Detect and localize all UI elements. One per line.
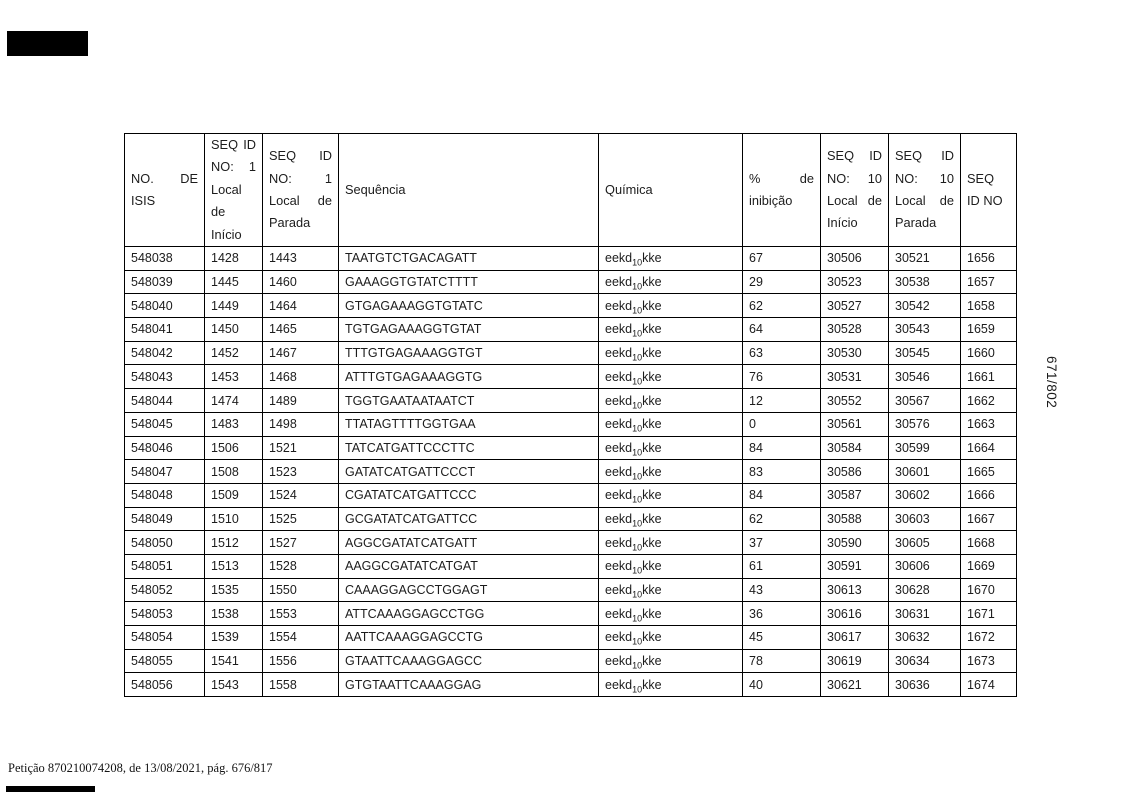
cell-stop10: 30636: [889, 673, 961, 697]
column-header-sequence: Sequência: [339, 134, 599, 247]
cell-stop10: 30538: [889, 270, 961, 294]
cell-start10: 30617: [821, 626, 889, 650]
cell-isis: 548051: [125, 554, 205, 578]
cell-seqid: 1658: [961, 294, 1017, 318]
cell-seqid: 1666: [961, 483, 1017, 507]
cell-sequence: AATTCAAAGGAGCCTG: [339, 626, 599, 650]
table-row: [125, 318, 1017, 342]
cell-chemistry: eekd$_{10}$kke: [599, 483, 743, 507]
footer-petition-text: Petição 870210074208, de 13/08/2021, pág. 676/817: [8, 761, 273, 775]
cell-stop1: 1467: [263, 341, 339, 365]
cell-sequence: CAAAGGAGCCTGGAGT: [339, 578, 599, 602]
cell-chemistry: eekd$_{10}$kke: [599, 507, 743, 531]
cell-stop10: 30631: [889, 602, 961, 626]
cell-sequence: GAAAGGTGTATCTTTT: [339, 270, 599, 294]
cell-inhibition: 43: [743, 578, 821, 602]
cell-start10: 30530: [821, 341, 889, 365]
cell-seqid: 1665: [961, 460, 1017, 484]
cell-start1: 1449: [205, 294, 263, 318]
cell-seqid: 1662: [961, 389, 1017, 413]
cell-start1: 1539: [205, 626, 263, 650]
column-header-isis: NO. DE ISIS: [125, 134, 205, 247]
table-row: [125, 507, 1017, 531]
cell-chemistry: eekd$_{10}$kke: [599, 270, 743, 294]
cell-sequence: AGGCGATATCATGATT: [339, 531, 599, 555]
cell-start1: 1506: [205, 436, 263, 460]
cell-stop10: 30545: [889, 341, 961, 365]
column-header-stop10: SEQ ID NO: 10 Local de Parada: [889, 134, 961, 247]
cell-inhibition: 36: [743, 602, 821, 626]
cell-start1: 1508: [205, 460, 263, 484]
cell-stop10: 30606: [889, 554, 961, 578]
table-row: [125, 412, 1017, 436]
cell-stop10: 30567: [889, 389, 961, 413]
cell-isis: 548045: [125, 412, 205, 436]
cell-stop10: 30601: [889, 460, 961, 484]
cell-seqid: 1664: [961, 436, 1017, 460]
cell-stop10: 30542: [889, 294, 961, 318]
cell-isis: 548047: [125, 460, 205, 484]
column-header-start1: SEQ ID NO: 1 Local de Início: [205, 134, 263, 247]
table-row: [125, 294, 1017, 318]
cell-chemistry: eekd$_{10}$kke: [599, 649, 743, 673]
cell-stop10: 30603: [889, 507, 961, 531]
cell-stop1: 1498: [263, 412, 339, 436]
cell-start10: 30552: [821, 389, 889, 413]
cell-sequence: TTATAGTTTTGGTGAA: [339, 412, 599, 436]
cell-start1: 1513: [205, 554, 263, 578]
cell-start10: 30616: [821, 602, 889, 626]
cell-start1: 1428: [205, 247, 263, 271]
cell-start10: 30527: [821, 294, 889, 318]
cell-stop1: 1525: [263, 507, 339, 531]
table-row: [125, 341, 1017, 365]
cell-isis: 548039: [125, 270, 205, 294]
cell-inhibition: 62: [743, 507, 821, 531]
column-header-seqid: SEQ ID NO: [961, 134, 1017, 247]
cell-isis: 548049: [125, 507, 205, 531]
cell-inhibition: 29: [743, 270, 821, 294]
cell-start10: 30590: [821, 531, 889, 555]
cell-chemistry: eekd$_{10}$kke: [599, 318, 743, 342]
cell-seqid: 1671: [961, 602, 1017, 626]
column-header-stop1: SEQ ID NO: 1 Local de Parada: [263, 134, 339, 247]
cell-chemistry: eekd$_{10}$kke: [599, 341, 743, 365]
cell-chemistry: eekd$_{10}$kke: [599, 389, 743, 413]
cell-start1: 1543: [205, 673, 263, 697]
cell-sequence: CGATATCATGATTCCC: [339, 483, 599, 507]
cell-stop1: 1521: [263, 436, 339, 460]
cell-start1: 1538: [205, 602, 263, 626]
cell-start10: 30523: [821, 270, 889, 294]
scanner-mark-bottom: [6, 786, 95, 792]
cell-stop1: 1524: [263, 483, 339, 507]
cell-chemistry: eekd$_{10}$kke: [599, 436, 743, 460]
header-row: [125, 134, 1017, 247]
cell-seqid: 1657: [961, 270, 1017, 294]
cell-stop1: 1527: [263, 531, 339, 555]
cell-stop1: 1468: [263, 365, 339, 389]
table-row: [125, 483, 1017, 507]
cell-stop1: 1443: [263, 247, 339, 271]
cell-start1: 1510: [205, 507, 263, 531]
cell-start10: 30506: [821, 247, 889, 271]
cell-chemistry: eekd$_{10}$kke: [599, 365, 743, 389]
cell-start10: 30586: [821, 460, 889, 484]
cell-stop10: 30599: [889, 436, 961, 460]
cell-start10: 30528: [821, 318, 889, 342]
cell-stop1: 1460: [263, 270, 339, 294]
cell-inhibition: 67: [743, 247, 821, 271]
cell-start10: 30584: [821, 436, 889, 460]
cell-stop10: 30543: [889, 318, 961, 342]
cell-start10: 30587: [821, 483, 889, 507]
cell-start10: 30591: [821, 554, 889, 578]
cell-sequence: GTAATTCAAAGGAGCC: [339, 649, 599, 673]
cell-sequence: TGGTGAATAATAATCT: [339, 389, 599, 413]
table-row: [125, 365, 1017, 389]
cell-inhibition: 76: [743, 365, 821, 389]
cell-seqid: 1672: [961, 626, 1017, 650]
cell-stop1: 1489: [263, 389, 339, 413]
cell-inhibition: 37: [743, 531, 821, 555]
cell-inhibition: 61: [743, 554, 821, 578]
cell-inhibition: 63: [743, 341, 821, 365]
cell-sequence: TAATGTCTGACAGATT: [339, 247, 599, 271]
cell-chemistry: eekd$_{10}$kke: [599, 294, 743, 318]
cell-inhibition: 83: [743, 460, 821, 484]
cell-chemistry: eekd$_{10}$kke: [599, 554, 743, 578]
cell-isis: 548054: [125, 626, 205, 650]
cell-chemistry: eekd$_{10}$kke: [599, 247, 743, 271]
cell-isis: 548046: [125, 436, 205, 460]
cell-inhibition: 12: [743, 389, 821, 413]
column-header-start10: SEQ ID NO: 10 Local de Início: [821, 134, 889, 247]
cell-seqid: 1661: [961, 365, 1017, 389]
cell-stop1: 1550: [263, 578, 339, 602]
cell-start1: 1509: [205, 483, 263, 507]
cell-sequence: AAGGCGATATCATGAT: [339, 554, 599, 578]
cell-stop1: 1465: [263, 318, 339, 342]
cell-stop10: 30634: [889, 649, 961, 673]
cell-seqid: 1668: [961, 531, 1017, 555]
cell-stop10: 30605: [889, 531, 961, 555]
cell-sequence: GTGAGAAAGGTGTATC: [339, 294, 599, 318]
cell-inhibition: 62: [743, 294, 821, 318]
table-row: [125, 673, 1017, 697]
cell-stop1: 1464: [263, 294, 339, 318]
cell-sequence: GATATCATGATTCCCT: [339, 460, 599, 484]
table-row: [125, 460, 1017, 484]
column-header-inhibition: % de inibição: [743, 134, 821, 247]
cell-inhibition: 84: [743, 483, 821, 507]
cell-chemistry: eekd$_{10}$kke: [599, 673, 743, 697]
cell-isis: 548050: [125, 531, 205, 555]
cell-stop10: 30628: [889, 578, 961, 602]
cell-start1: 1483: [205, 412, 263, 436]
cell-start1: 1512: [205, 531, 263, 555]
cell-isis: 548044: [125, 389, 205, 413]
cell-sequence: TGTGAGAAAGGTGTAT: [339, 318, 599, 342]
cell-stop10: 30546: [889, 365, 961, 389]
cell-isis: 548038: [125, 247, 205, 271]
cell-isis: 548040: [125, 294, 205, 318]
cell-inhibition: 40: [743, 673, 821, 697]
cell-start1: 1474: [205, 389, 263, 413]
cell-start10: 30619: [821, 649, 889, 673]
cell-chemistry: eekd$_{10}$kke: [599, 578, 743, 602]
cell-inhibition: 0: [743, 412, 821, 436]
cell-chemistry: eekd$_{10}$kke: [599, 412, 743, 436]
cell-start10: 30531: [821, 365, 889, 389]
cell-stop1: 1553: [263, 602, 339, 626]
table-row: [125, 554, 1017, 578]
cell-seqid: 1673: [961, 649, 1017, 673]
cell-isis: 548052: [125, 578, 205, 602]
cell-sequence: TATCATGATTCCCTTC: [339, 436, 599, 460]
cell-isis: 548055: [125, 649, 205, 673]
cell-sequence: GTGTAATTCAAAGGAG: [339, 673, 599, 697]
cell-inhibition: 78: [743, 649, 821, 673]
table-header: [125, 134, 1017, 247]
cell-stop10: 30521: [889, 247, 961, 271]
cell-sequence: ATTCAAAGGAGCCTGG: [339, 602, 599, 626]
cell-sequence: TTTGTGAGAAAGGTGT: [339, 341, 599, 365]
cell-stop10: 30576: [889, 412, 961, 436]
table-row: [125, 247, 1017, 271]
cell-start10: 30588: [821, 507, 889, 531]
cell-isis: 548053: [125, 602, 205, 626]
table-row: [125, 389, 1017, 413]
cell-stop1: 1554: [263, 626, 339, 650]
column-header-chemistry: Química: [599, 134, 743, 247]
cell-inhibition: 45: [743, 626, 821, 650]
cell-chemistry: eekd$_{10}$kke: [599, 460, 743, 484]
cell-seqid: 1669: [961, 554, 1017, 578]
cell-seqid: 1660: [961, 341, 1017, 365]
cell-seqid: 1667: [961, 507, 1017, 531]
table-row: [125, 531, 1017, 555]
cell-chemistry: eekd$_{10}$kke: [599, 531, 743, 555]
cell-isis: 548041: [125, 318, 205, 342]
cell-inhibition: 84: [743, 436, 821, 460]
cell-isis: 548056: [125, 673, 205, 697]
table-row: [125, 626, 1017, 650]
table-row: [125, 436, 1017, 460]
cell-chemistry: eekd$_{10}$kke: [599, 602, 743, 626]
cell-seqid: 1670: [961, 578, 1017, 602]
cell-start10: 30621: [821, 673, 889, 697]
cell-seqid: 1659: [961, 318, 1017, 342]
cell-stop1: 1558: [263, 673, 339, 697]
cell-start1: 1453: [205, 365, 263, 389]
cell-seqid: 1656: [961, 247, 1017, 271]
cell-inhibition: 64: [743, 318, 821, 342]
cell-start10: 30561: [821, 412, 889, 436]
cell-stop10: 30602: [889, 483, 961, 507]
sequence-listing-table: [124, 133, 1017, 697]
cell-isis: 548042: [125, 341, 205, 365]
cell-stop1: 1523: [263, 460, 339, 484]
cell-start1: 1452: [205, 341, 263, 365]
cell-seqid: 1663: [961, 412, 1017, 436]
table-row: [125, 602, 1017, 626]
table-row: [125, 270, 1017, 294]
cell-start1: 1450: [205, 318, 263, 342]
cell-stop10: 30632: [889, 626, 961, 650]
cell-start10: 30613: [821, 578, 889, 602]
cell-stop1: 1556: [263, 649, 339, 673]
cell-stop1: 1528: [263, 554, 339, 578]
side-page-number: 671/802: [1044, 356, 1059, 409]
cell-isis: 548043: [125, 365, 205, 389]
cell-start1: 1535: [205, 578, 263, 602]
cell-isis: 548048: [125, 483, 205, 507]
table-row: [125, 649, 1017, 673]
cell-sequence: ATTTGTGAGAAAGGTG: [339, 365, 599, 389]
cell-start1: 1445: [205, 270, 263, 294]
table-row: [125, 578, 1017, 602]
scanner-mark-top: [7, 31, 88, 56]
cell-chemistry: eekd$_{10}$kke: [599, 626, 743, 650]
cell-sequence: GCGATATCATGATTCC: [339, 507, 599, 531]
cell-seqid: 1674: [961, 673, 1017, 697]
cell-start1: 1541: [205, 649, 263, 673]
